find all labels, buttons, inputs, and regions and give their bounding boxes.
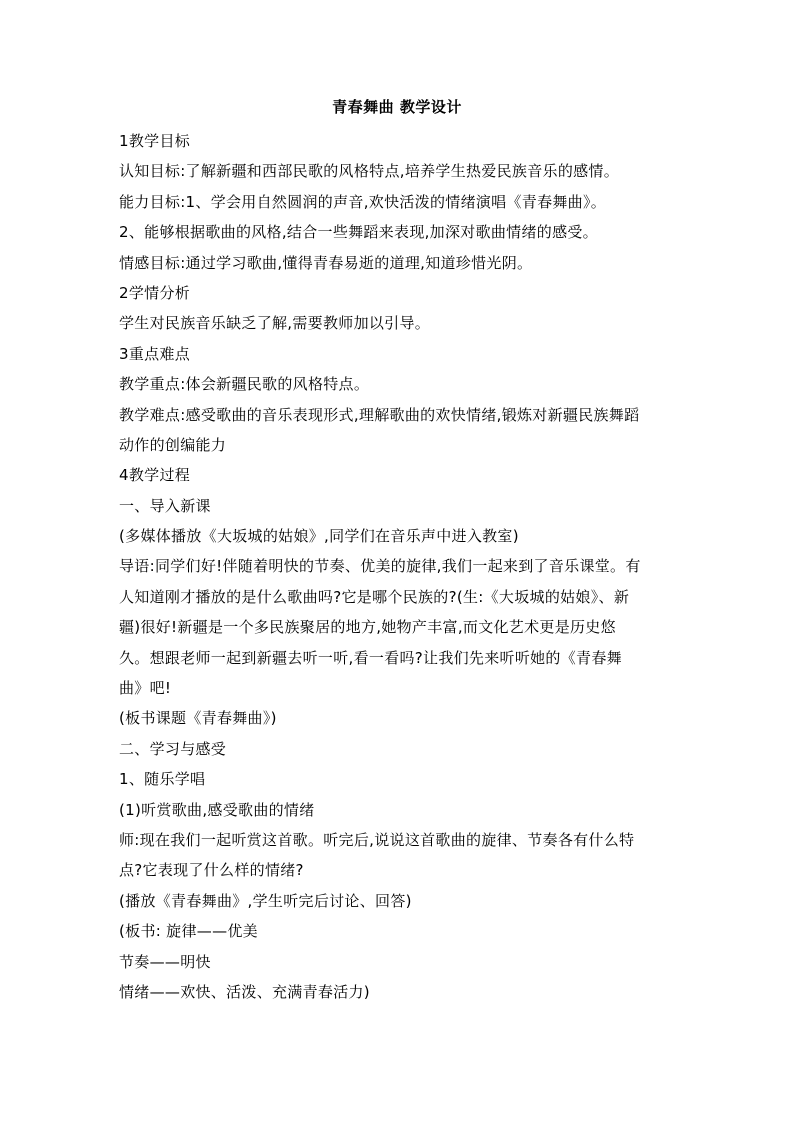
paragraph-line: 认知目标:了解新疆和西部民歌的风格特点,培养学生热爱民族音乐的感情。 <box>119 162 620 181</box>
subsection-heading: 一、导入新课 <box>119 496 211 515</box>
section-heading-analysis: 2学情分析 <box>119 283 191 302</box>
paragraph-line: (1)听赏歌曲,感受歌曲的情绪 <box>119 800 315 819</box>
paragraph-line: 曲》吧! <box>119 679 172 698</box>
paragraph-line: (板书: 旋律——优美 <box>119 922 258 941</box>
paragraph-line: 动作的创编能力 <box>119 435 227 454</box>
paragraph-line: 人知道刚才播放的是什么歌曲吗?它是哪个民族的?(生:《大坂城的姑娘》、新 <box>119 587 630 606</box>
section-heading-process: 4教学过程 <box>119 466 191 485</box>
paragraph-line: 情感目标:通过学习歌曲,懂得青春易逝的道理,知道珍惜光阴。 <box>119 253 533 272</box>
paragraph-line: 学生对民族音乐缺乏了解,需要教师加以引导。 <box>119 314 431 333</box>
section-heading-key-points: 3重点难点 <box>119 344 191 363</box>
paragraph-line: (播放《青春舞曲》,学生听完后讨论、回答) <box>119 891 412 910</box>
paragraph-line: 能力目标:1、学会用自然圆润的声音,欢快活泼的情绪演唱《青春舞曲》。 <box>119 192 607 211</box>
paragraph-line: 教学重点:体会新疆民歌的风格特点。 <box>119 375 370 394</box>
paragraph-line: (板书课题《青春舞曲》) <box>119 709 277 728</box>
document-title: 青春舞曲 教学设计 <box>332 98 462 116</box>
paragraph-line: (多媒体播放《大坂城的姑娘》,同学们在音乐声中进入教室) <box>119 527 519 546</box>
paragraph-line: 师:现在我们一起听赏这首歌。听完后,说说这首歌曲的旋律、节奏各有什么特 <box>119 830 635 849</box>
paragraph-line: 教学难点:感受歌曲的音乐表现形式,理解歌曲的欢快情绪,锻炼对新疆民族舞蹈 <box>119 405 640 424</box>
paragraph-line: 情绪——欢快、活泼、充满青春活力) <box>119 982 370 1001</box>
paragraph-line: 2、能够根据歌曲的风格,结合一些舞蹈来表现,加深对歌曲情绪的感受。 <box>119 223 598 242</box>
section-heading-objectives: 1教学目标 <box>119 132 191 150</box>
paragraph-line: 久。想跟老师一起到新疆去听一听,看一看吗?让我们先来听听她的《青春舞 <box>119 648 622 667</box>
paragraph-line: 导语:同学们好!伴随着明快的节奏、优美的旋律,我们一起来到了音乐课堂。有 <box>119 557 641 576</box>
subsection-heading: 1、随乐学唱 <box>119 770 206 789</box>
document-body <box>119 126 679 1007</box>
paragraph-line: 节奏——明快 <box>119 952 211 971</box>
paragraph-line: 疆)很好!新疆是一个多民族聚居的地方,她物产丰富,而文化艺术更是历史悠 <box>119 618 616 637</box>
subsection-heading: 二、学习与感受 <box>119 739 227 758</box>
paragraph-line: 点?它表现了什么样的情绪? <box>119 861 304 880</box>
